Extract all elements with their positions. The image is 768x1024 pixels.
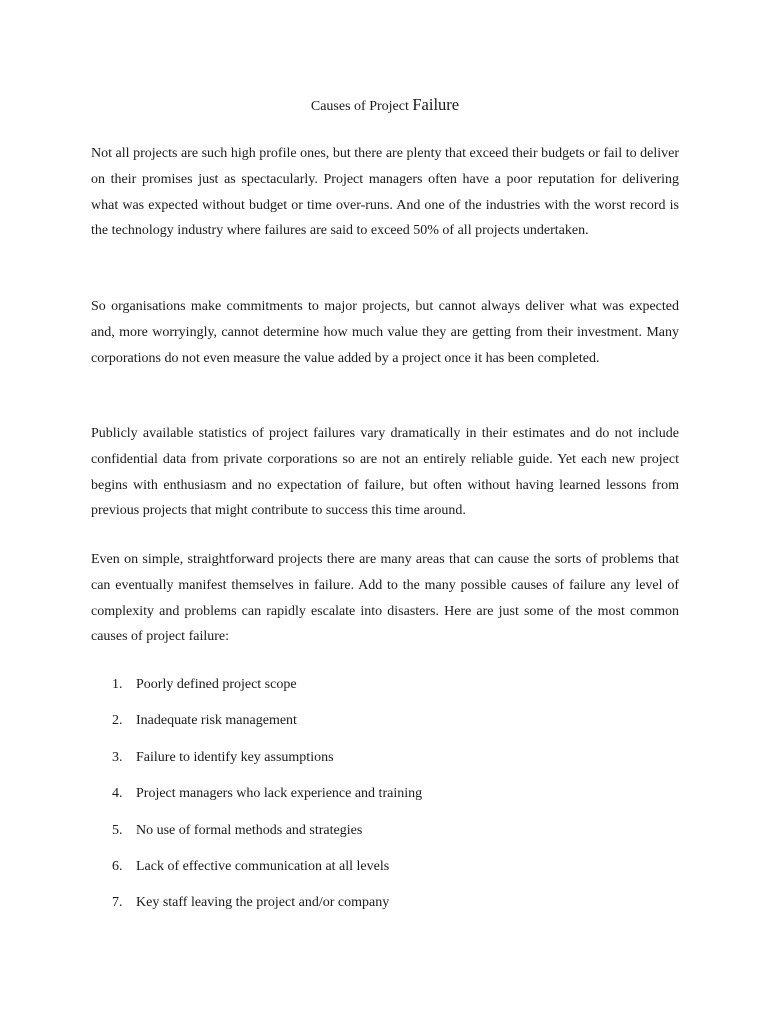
- list-item-number: 2.: [112, 713, 123, 729]
- list-item-text: Project managers who lack experience and training: [136, 786, 423, 802]
- causes-list: [91, 674, 679, 929]
- paragraph-1: Not all projects are such high profile ones, but there are plenty that exceed their budgets or fail to deliver on their promises just as spectacularly. Project managers often have a poor reputation for delivering what was expected without budget or time over-runs. And one of the industries with the worst record is the technology industry where failures are said to exceed 50% of all projects undertaken.: [91, 146, 679, 239]
- list-item: [91, 674, 679, 710]
- list-item-number: 1.: [112, 677, 123, 692]
- list-item-text: Poorly defined project scope: [136, 677, 297, 692]
- title-main: Causes of Project: [310, 99, 409, 114]
- list-item: [91, 747, 679, 783]
- list-item-text: Inadequate risk management: [136, 713, 297, 729]
- list-item-text: No use of formal methods and strategies: [136, 822, 363, 838]
- list-item: [91, 783, 679, 819]
- list-item-number: 5.: [112, 822, 123, 838]
- list-item-number: 7.: [112, 895, 123, 911]
- paragraph-3: Publicly available statistics of project failures vary dramatically in their estimates and do not include confidential data from private corporations so are not an entirely reliable guide. Yet each new project begins with enthusiasm and no expectation of failure, but often without having learned lessons from previous projects that might contribute to success this time around.: [91, 426, 679, 519]
- list-item-text: Lack of effective communication at all levels: [136, 858, 390, 874]
- list-item-number: 4.: [112, 786, 123, 802]
- list-item: [91, 892, 679, 928]
- list-item-number: 3.: [112, 749, 123, 765]
- list-item: [91, 710, 679, 746]
- paragraph-4: Even on simple, straightforward projects there are many areas that can cause the sorts of problems that can eventually manifest themselves in failure. Add to the many possible causes of failure any level of complexity and problems can rapidly escalate into disasters. Here are just some of the most common causes of project failure:: [91, 552, 679, 645]
- list-item: [91, 820, 679, 856]
- page-title: [91, 95, 679, 117]
- list-item: [91, 856, 679, 892]
- list-item-text: Key staff leaving the project and/or company: [136, 895, 390, 911]
- title-emphasis: Failure: [412, 95, 460, 114]
- list-item-number: 6.: [112, 858, 123, 874]
- list-item-text: Failure to identify key assumptions: [136, 749, 334, 765]
- paragraph-2: So organisations make commitments to major projects, but cannot always deliver what was expected and, more worryingly, cannot determine how much value they are getting from their investment. Many corporations do not even measure the value added by a project once it has been completed.: [91, 299, 679, 366]
